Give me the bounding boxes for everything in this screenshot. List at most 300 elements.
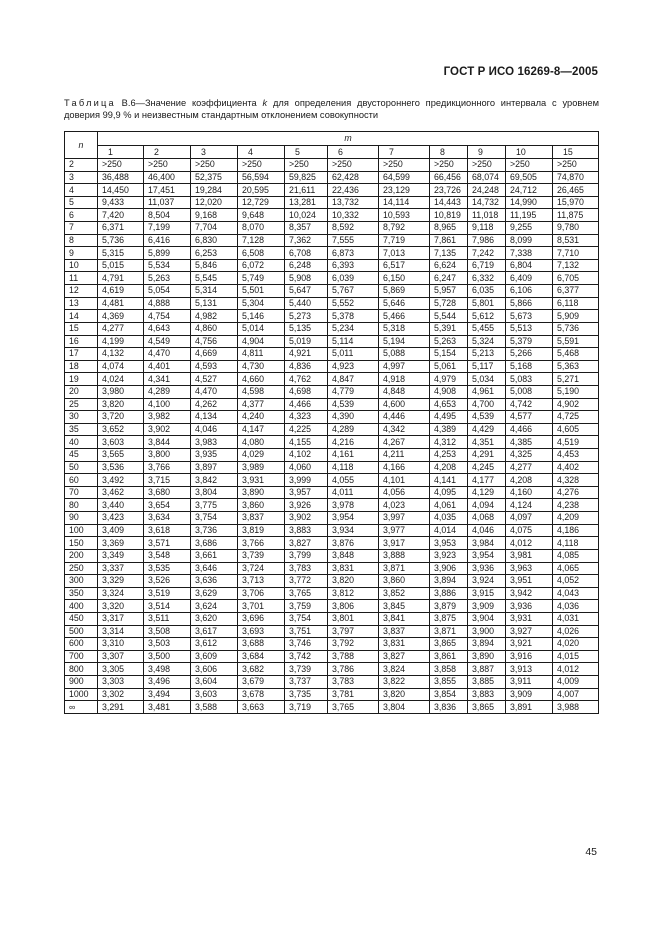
table-cell: 3,890 (468, 650, 506, 663)
table-cell: 4,186 (553, 524, 599, 537)
table-cell: 5,213 (468, 348, 506, 361)
column-header: 3 (191, 146, 238, 159)
table-cell: 7,199 (144, 222, 191, 235)
table-cell: 3,766 (238, 537, 285, 550)
table-cell: 3,565 (98, 449, 144, 462)
column-header: 10 (506, 146, 553, 159)
table-cell: 3,935 (191, 449, 238, 462)
row-n-value: 10 (65, 259, 98, 272)
table-cell: 5,117 (468, 360, 506, 373)
table-cell: 4,860 (191, 322, 238, 335)
table-cell: 4,888 (144, 297, 191, 310)
table-cell: 3,349 (98, 549, 144, 562)
table-cell: 5,612 (468, 310, 506, 323)
table-cell: 3,902 (285, 512, 328, 525)
table-cell: 4,982 (191, 310, 238, 323)
table-cell: 7,555 (328, 234, 379, 247)
table-cell: 3,983 (191, 436, 238, 449)
table-cell: 5,135 (285, 322, 328, 335)
table-cell: 5,088 (379, 348, 430, 361)
table-cell: 3,688 (238, 638, 285, 651)
table-cell: 17,451 (144, 184, 191, 197)
table-cell: 64,599 (379, 171, 430, 184)
table-cell: 6,804 (506, 259, 553, 272)
table-cell: 19,284 (191, 184, 238, 197)
table-cell: 6,248 (285, 259, 328, 272)
table-cell: 3,680 (144, 486, 191, 499)
table-cell: 6,247 (430, 272, 468, 285)
table-cell: >250 (328, 159, 379, 172)
table-row (65, 196, 599, 209)
table-cell: 3,827 (379, 650, 430, 663)
table-cell: 5,014 (238, 322, 285, 335)
table-cell: 3,786 (328, 663, 379, 676)
row-n-value: 16 (65, 335, 98, 348)
table-cell: 3,783 (328, 675, 379, 688)
row-n-value: 35 (65, 423, 98, 436)
table-cell: 5,545 (191, 272, 238, 285)
table-cell: 8,070 (238, 222, 285, 235)
table-cell: 13,732 (328, 196, 379, 209)
table-cell: 5,468 (553, 348, 599, 361)
table-cell: 3,701 (238, 600, 285, 613)
table-cell: 3,706 (238, 587, 285, 600)
table-cell: 4,754 (144, 310, 191, 323)
row-n-value: 15 (65, 322, 98, 335)
table-cell: 5,501 (238, 285, 285, 298)
table-cell: 3,693 (238, 625, 285, 638)
table-cell: 3,678 (238, 688, 285, 701)
table-cell: 20,595 (238, 184, 285, 197)
table-cell: 3,317 (98, 612, 144, 625)
table-cell: 5,008 (506, 385, 553, 398)
table-cell: 4,341 (144, 373, 191, 386)
table-cell: 4,020 (553, 638, 599, 651)
table-cell: 3,887 (468, 663, 506, 676)
table-cell: 3,715 (144, 474, 191, 487)
table-cell: 14,114 (379, 196, 430, 209)
table-cell: 4,277 (506, 461, 553, 474)
table-cell: 7,710 (553, 247, 599, 260)
table-cell: 6,106 (506, 285, 553, 298)
table-cell: 5,513 (506, 322, 553, 335)
table-cell: 4,908 (430, 385, 468, 398)
table-cell: 6,377 (553, 285, 599, 298)
table-cell: 3,603 (98, 436, 144, 449)
table-cell: 15,970 (553, 196, 599, 209)
table-cell: 5,534 (144, 259, 191, 272)
table-cell: 4,012 (506, 537, 553, 550)
table-cell: 7,986 (468, 234, 506, 247)
table-cell: 3,902 (144, 423, 191, 436)
table-cell: 3,588 (191, 701, 238, 714)
table-row (65, 322, 599, 335)
table-cell: 4,328 (553, 474, 599, 487)
table-cell: 3,314 (98, 625, 144, 638)
row-n-value: 5 (65, 196, 98, 209)
table-cell: 3,894 (430, 575, 468, 588)
table-cell: 3,496 (144, 675, 191, 688)
table-cell: 3,494 (144, 688, 191, 701)
row-n-value: 700 (65, 650, 98, 663)
table-cell: 4,549 (144, 335, 191, 348)
table-cell: 7,132 (553, 259, 599, 272)
table-cell: 4,921 (285, 348, 328, 361)
table-cell: 3,820 (98, 398, 144, 411)
table-cell: 3,885 (468, 675, 506, 688)
table-cell: 4,161 (328, 449, 379, 462)
table-cell: 3,652 (98, 423, 144, 436)
table-cell: 6,118 (553, 297, 599, 310)
table-cell: 4,902 (553, 398, 599, 411)
page-number: 45 (585, 846, 597, 858)
table-cell: 3,329 (98, 575, 144, 588)
table-cell: 4,923 (328, 360, 379, 373)
table-cell: 4,166 (379, 461, 430, 474)
table-cell: 5,767 (328, 285, 379, 298)
table-cell: 4,052 (553, 575, 599, 588)
table-cell: 10,024 (285, 209, 328, 222)
table-cell: 3,927 (506, 625, 553, 638)
table-cell: >250 (430, 159, 468, 172)
table-cell: 6,409 (506, 272, 553, 285)
table-cell: 5,728 (430, 297, 468, 310)
table-row (65, 348, 599, 361)
table-cell: 4,132 (98, 348, 144, 361)
table-cell: 3,571 (144, 537, 191, 550)
table-cell: 3,618 (144, 524, 191, 537)
table-cell: 3,894 (468, 638, 506, 651)
table-cell: 3,861 (430, 650, 468, 663)
table-cell: 7,338 (506, 247, 553, 260)
table-cell: 5,673 (506, 310, 553, 323)
table-cell: 5,318 (379, 322, 430, 335)
table-cell: 8,531 (553, 234, 599, 247)
table-cell: 3,663 (238, 701, 285, 714)
table-cell: >250 (98, 159, 144, 172)
table-cell: 3,820 (379, 688, 430, 701)
table-cell: 14,732 (468, 196, 506, 209)
table-cell: 3,934 (328, 524, 379, 537)
table-cell: 3,837 (238, 512, 285, 525)
table-cell: 4,527 (191, 373, 238, 386)
table-cell: 8,792 (379, 222, 430, 235)
table-cell: 3,848 (328, 549, 379, 562)
table-cell: 3,724 (238, 562, 285, 575)
table-cell: 11,037 (144, 196, 191, 209)
table-cell: 3,679 (238, 675, 285, 688)
table-cell: 3,888 (379, 549, 430, 562)
table-cell: 4,060 (285, 461, 328, 474)
table-cell: 3,931 (506, 612, 553, 625)
table-cell: 6,253 (191, 247, 238, 260)
table-cell: 74,870 (553, 171, 599, 184)
table-cell: 5,015 (98, 259, 144, 272)
table-cell: 4,225 (285, 423, 328, 436)
table-cell: 3,871 (430, 625, 468, 638)
table-row (65, 171, 599, 184)
table-cell: 4,539 (468, 411, 506, 424)
table-cell: 12,729 (238, 196, 285, 209)
document-code: ГОСТ Р ИСО 16269-8—2005 (443, 66, 598, 78)
table-cell: 4,011 (328, 486, 379, 499)
table-cell: 4,466 (506, 423, 553, 436)
table-cell: 3,500 (144, 650, 191, 663)
row-n-value: 40 (65, 436, 98, 449)
row-n-value: 400 (65, 600, 98, 613)
table-cell: 4,014 (430, 524, 468, 537)
table-cell: 3,845 (379, 600, 430, 613)
table-cell: 4,208 (430, 461, 468, 474)
table-cell: 3,989 (238, 461, 285, 474)
column-header: 4 (238, 146, 285, 159)
table-cell: 9,780 (553, 222, 599, 235)
table-cell: 4,351 (468, 436, 506, 449)
table-row (65, 234, 599, 247)
table-cell: 3,879 (430, 600, 468, 613)
table-cell: 3,977 (379, 524, 430, 537)
table-cell: 10,332 (328, 209, 379, 222)
table-cell: 4,904 (238, 335, 285, 348)
row-n-value: 300 (65, 575, 98, 588)
table-cell: 4,023 (379, 499, 430, 512)
table-cell: 4,342 (379, 423, 430, 436)
table-cell: 4,291 (468, 449, 506, 462)
table-cell: 3,514 (144, 600, 191, 613)
table-cell: 7,420 (98, 209, 144, 222)
table-cell: 4,262 (191, 398, 238, 411)
column-header: 1 (98, 146, 144, 159)
table-cell: 4,129 (468, 486, 506, 499)
table-row (65, 486, 599, 499)
table-cell: 3,629 (191, 587, 238, 600)
table-cell: 3,369 (98, 537, 144, 550)
table-cell: 4,211 (379, 449, 430, 462)
table-cell: 3,812 (328, 587, 379, 600)
table-row (65, 259, 599, 272)
table-cell: 3,765 (285, 587, 328, 600)
table-cell: 3,792 (328, 638, 379, 651)
table-cell: 6,830 (191, 234, 238, 247)
table-cell: 3,751 (285, 625, 328, 638)
table-cell: 23,129 (379, 184, 430, 197)
table-cell: 5,011 (328, 348, 379, 361)
table-cell: 4,385 (506, 436, 553, 449)
table-cell: 4,102 (285, 449, 328, 462)
table-cell: 6,508 (238, 247, 285, 260)
table-cell: 4,065 (553, 562, 599, 575)
table-cell: 4,035 (430, 512, 468, 525)
row-n-value: 30 (65, 411, 98, 424)
table-cell: 3,984 (468, 537, 506, 550)
table-cell: 5,749 (238, 272, 285, 285)
table-cell: 7,362 (285, 234, 328, 247)
table-cell: 3,837 (379, 625, 430, 638)
table-row (65, 663, 599, 676)
row-n-value: 450 (65, 612, 98, 625)
table-cell: 3,900 (468, 625, 506, 638)
table-cell: 4,369 (98, 310, 144, 323)
table-cell: 5,131 (191, 297, 238, 310)
table-cell: 5,869 (379, 285, 430, 298)
table-cell: 3,713 (238, 575, 285, 588)
table-cell: 3,915 (468, 587, 506, 600)
table-cell: 5,378 (328, 310, 379, 323)
caption-symbol: k (262, 98, 268, 108)
table-row (65, 222, 599, 235)
table-cell: 3,604 (191, 675, 238, 688)
table-cell: 3,860 (379, 575, 430, 588)
table-cell: 4,160 (506, 486, 553, 499)
table-cell: 4,276 (553, 486, 599, 499)
table-cell: 3,954 (468, 549, 506, 562)
table-cell: >250 (468, 159, 506, 172)
table-cell: 4,007 (553, 688, 599, 701)
table-cell: 5,054 (144, 285, 191, 298)
table-cell: 56,594 (238, 171, 285, 184)
table-row (65, 297, 599, 310)
table-cell: 3,481 (144, 701, 191, 714)
table-cell: 9,255 (506, 222, 553, 235)
row-n-value: 8 (65, 234, 98, 247)
table-cell: 4,519 (553, 436, 599, 449)
table-row (65, 625, 599, 638)
table-cell: 4,312 (430, 436, 468, 449)
table-cell: 4,118 (553, 537, 599, 550)
table-cell: 4,046 (191, 423, 238, 436)
table-cell: 4,389 (430, 423, 468, 436)
table-cell: 5,909 (553, 310, 599, 323)
table-cell: 4,643 (144, 322, 191, 335)
table-cell: 4,177 (468, 474, 506, 487)
table-cell: 3,508 (144, 625, 191, 638)
table-cell: 3,931 (238, 474, 285, 487)
table-cell: 8,504 (144, 209, 191, 222)
table-cell: 3,646 (191, 562, 238, 575)
table-cell: 36,488 (98, 171, 144, 184)
table-cell: 4,134 (191, 411, 238, 424)
table-cell: 4,577 (506, 411, 553, 424)
table-cell: 5,646 (379, 297, 430, 310)
table-cell: 4,216 (328, 436, 379, 449)
table-row (65, 373, 599, 386)
table-cell: 3,852 (379, 587, 430, 600)
table-row (65, 449, 599, 462)
table-cell: 4,012 (553, 663, 599, 676)
table-cell: 3,906 (430, 562, 468, 575)
table-cell: 5,168 (506, 360, 553, 373)
table-cell: 4,762 (285, 373, 328, 386)
table-cell: 3,765 (328, 701, 379, 714)
table-cell: 5,304 (238, 297, 285, 310)
table-cell: >250 (191, 159, 238, 172)
table-cell: 9,648 (238, 209, 285, 222)
table-cell: 5,083 (506, 373, 553, 386)
table-row (65, 360, 599, 373)
table-cell: 3,831 (379, 638, 430, 651)
table-cell: 21,611 (285, 184, 328, 197)
table-cell: 4,061 (430, 499, 468, 512)
table-cell: 4,043 (553, 587, 599, 600)
table-cell: 4,377 (238, 398, 285, 411)
row-n-value: ∞ (65, 701, 98, 714)
table-cell: 3,797 (328, 625, 379, 638)
table-cell: 24,712 (506, 184, 553, 197)
table-row (65, 524, 599, 537)
table-cell: 7,704 (191, 222, 238, 235)
table-cell: 10,593 (379, 209, 430, 222)
table-cell: 6,517 (379, 259, 430, 272)
table-cell: 3,720 (98, 411, 144, 424)
table-cell: 3,924 (468, 575, 506, 588)
row-n-value: 17 (65, 348, 98, 361)
row-n-value: 80 (65, 499, 98, 512)
table-cell: 4,209 (553, 512, 599, 525)
table-cell: 3,682 (238, 663, 285, 676)
table-cell: 4,015 (553, 650, 599, 663)
table-cell: 4,453 (553, 449, 599, 462)
table-cell: 4,429 (468, 423, 506, 436)
table-cell: 6,873 (328, 247, 379, 260)
table-cell: 5,455 (468, 322, 506, 335)
column-header: 15 (553, 146, 599, 159)
table-cell: 5,846 (191, 259, 238, 272)
table-cell: 4,979 (430, 373, 468, 386)
table-caption (64, 98, 599, 121)
table-cell: 4,997 (379, 360, 430, 373)
row-n-value: 9 (65, 247, 98, 260)
table-cell: 3,684 (238, 650, 285, 663)
table-row (65, 272, 599, 285)
table-row (65, 575, 599, 588)
table-cell: 3,519 (144, 587, 191, 600)
table-cell: 4,085 (553, 549, 599, 562)
table-cell: 3,310 (98, 638, 144, 651)
table-cell: 3,526 (144, 575, 191, 588)
table-cell: 6,624 (430, 259, 468, 272)
table-cell: 8,965 (430, 222, 468, 235)
caption-text-after: для определения двустороннего предикционного интервала с уровнем доверия 99,9 % и неизвестным стандартным отклонением совокупности (64, 98, 599, 120)
table-cell: 3,620 (191, 612, 238, 625)
table-cell: 22,436 (328, 184, 379, 197)
table-row (65, 537, 599, 550)
table-cell: 4,700 (468, 398, 506, 411)
table-cell: 3,783 (285, 562, 328, 575)
table-cell: 7,013 (379, 247, 430, 260)
table-cell: 8,099 (506, 234, 553, 247)
table-cell: 4,669 (191, 348, 238, 361)
header-row-columns (65, 146, 599, 159)
table-cell: 4,208 (506, 474, 553, 487)
table-cell: 4,323 (285, 411, 328, 424)
table-cell: 4,730 (238, 360, 285, 373)
table-cell: 3,980 (98, 385, 144, 398)
table-cell: 5,154 (430, 348, 468, 361)
table-cell: 4,289 (144, 385, 191, 398)
table-cell: 5,314 (191, 285, 238, 298)
table-row (65, 285, 599, 298)
table-cell: 3,337 (98, 562, 144, 575)
table-cell: 5,271 (553, 373, 599, 386)
table-cell: 5,440 (285, 297, 328, 310)
table-cell: 4,660 (238, 373, 285, 386)
table-cell: 3,305 (98, 663, 144, 676)
table-cell: 69,505 (506, 171, 553, 184)
table-cell: 4,402 (553, 461, 599, 474)
row-n-value: 90 (65, 512, 98, 525)
table-cell: 3,535 (144, 562, 191, 575)
table-cell: 3,820 (328, 575, 379, 588)
